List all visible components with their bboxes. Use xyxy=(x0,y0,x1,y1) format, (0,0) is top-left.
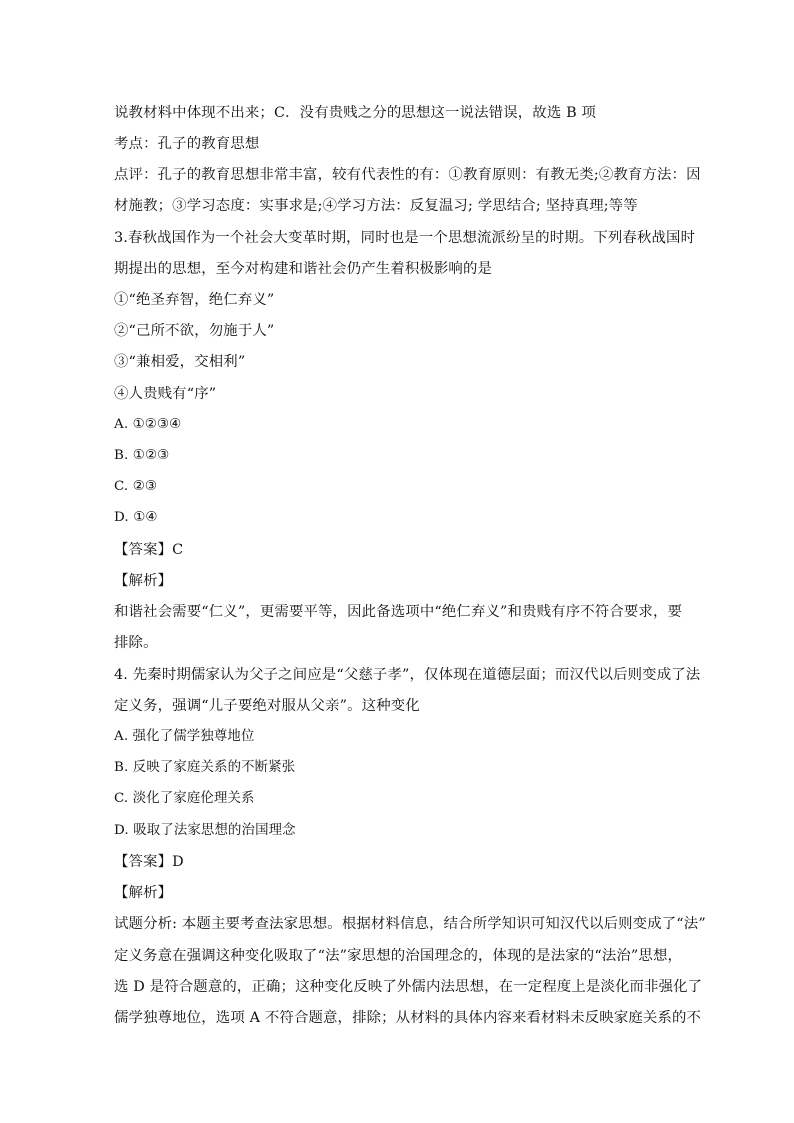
option-b: B. ①②③ xyxy=(114,448,170,463)
option-a: A. 强化了儒学独尊地位 xyxy=(114,729,255,744)
option-d: D. ①④ xyxy=(114,510,158,525)
option-c: C. 淡化了家庭伦理关系 xyxy=(114,791,255,806)
statement-2: ②“己所不欲，勿施于人” xyxy=(114,323,275,339)
text-line: 材施教；③学习态度：实事求是;④学习方法：反复温习; 学思结合; 坚持真理;等等 xyxy=(114,198,638,214)
analysis-text: 试题分析: 本题主要考查法家思想。根据材料信息，结合所学知识可知汉代以后则变成了“法” xyxy=(114,916,706,932)
question-3-stem: 3.春秋战国作为一个社会大变革时期，同时也是一个思想流派纷呈的时期。下列春秋战国时 xyxy=(114,230,696,246)
analysis-text: 儒学独尊地位，选项 A 不符合题意，排除；从材料的具体内容来看材料未反映家庭关系的不 xyxy=(114,1010,702,1026)
statement-3: ③“兼相爱，交相利” xyxy=(114,354,246,370)
option-a: A. ①②③④ xyxy=(114,417,182,432)
option-c: C. ②③ xyxy=(114,479,158,494)
text-line: 考点：孔子的教育思想 xyxy=(114,136,260,152)
analysis-text: 排除。 xyxy=(114,635,158,651)
question-4-stem: 定义务，强调“儿子要绝对服从父亲”。这种变化 xyxy=(114,698,420,714)
analysis-text: 定义务意在强调这种变化吸取了“法”家思想的治国理念的，体现的是法家的“法治”思想， xyxy=(114,948,683,964)
option-b: B. 反映了家庭关系的不断紧张 xyxy=(114,760,296,775)
statement-1: ①“绝圣弃智，绝仁弃义” xyxy=(114,292,275,308)
text-line: 点评：孔子的教育思想非常丰富，较有代表性的有：①教育原则：有教无类;②教育方法：因 xyxy=(114,167,701,183)
question-4-stem: 4. 先秦时期儒家认为父子之间应是“父慈子孝”，仅体现在道德层面；而汉代以后则变成了法 xyxy=(114,667,701,683)
analysis-label: 【解析】 xyxy=(114,573,173,589)
analysis-text: 和谐社会需要“仁义”，更需要平等，因此备选项中“绝仁弃义”和贵贱有序不符合要求，要 xyxy=(114,604,683,620)
option-d: D. 吸取了法家思想的治国理念 xyxy=(114,823,296,838)
analysis-label: 【解析】 xyxy=(114,885,173,901)
analysis-text: 选 D 是符合题意的，正确；这种变化反映了外儒内法思想，在一定程度上是淡化而非强化了 xyxy=(114,979,703,995)
answer-label: 【答案】D xyxy=(114,854,184,870)
answer-label: 【答案】C xyxy=(114,542,184,558)
text-line: 说教材料中体现不出来；C．没有贵贱之分的思想这一说法错误，故选 B 项 xyxy=(114,105,597,121)
statement-4: ④人贵贱有“序” xyxy=(114,386,217,402)
question-3-stem: 期提出的思想，至今对构建和谐社会仍产生着积极影响的是 xyxy=(114,261,493,277)
